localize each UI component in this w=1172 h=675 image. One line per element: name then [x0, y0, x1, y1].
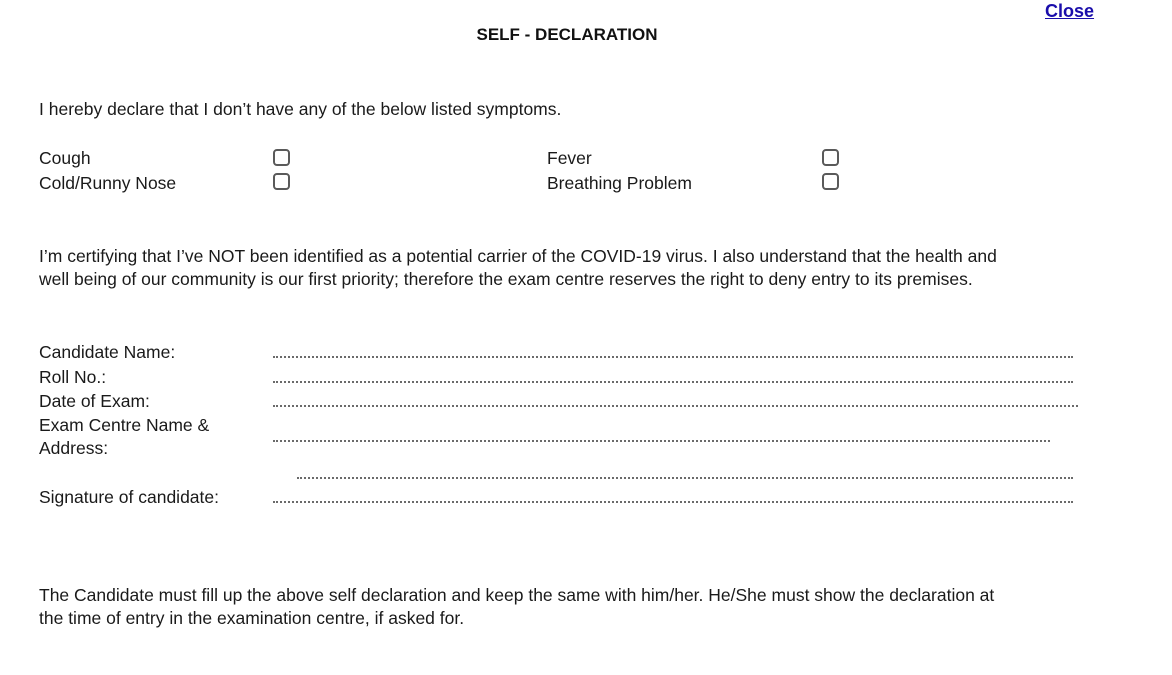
symptom-label-fever: Fever [547, 148, 592, 168]
candidate-name-field[interactable] [273, 356, 1073, 358]
close-link[interactable]: Close [1045, 1, 1095, 21]
signature-field[interactable] [273, 501, 1073, 503]
symptom-label-cold: Cold/Runny Nose [39, 173, 177, 193]
exam-centre-field-line-1[interactable] [273, 440, 1050, 442]
symptom-label-breathing: Breathing Problem [547, 173, 692, 193]
certification-line-1: I’m certifying that I’ve NOT been identified as a potential carrier of the COVID-19 virus. I also understand that the health and [39, 246, 997, 266]
roll-no-label: Roll No.: [39, 367, 107, 387]
symptom-checkbox-breathing[interactable] [822, 173, 839, 190]
signature-label: Signature of candidate: [39, 487, 219, 507]
candidate-name-label: Candidate Name: [39, 342, 176, 362]
date-of-exam-field[interactable] [273, 405, 1078, 407]
certification-paragraph [39, 245, 1119, 291]
footer-paragraph [39, 584, 1119, 630]
footer-line-2: the time of entry in the examination centre, if asked for. [39, 608, 465, 628]
symptom-checkbox-cough[interactable] [273, 149, 290, 166]
certification-line-2: well being of our community is our first priority; therefore the exam centre reserves the right to deny entry to its premises. [39, 269, 973, 289]
roll-no-field[interactable] [273, 381, 1073, 383]
exam-centre-field-line-2[interactable] [297, 477, 1073, 479]
exam-centre-label-line-1: Exam Centre Name & [39, 415, 210, 435]
symptom-checkbox-cold[interactable] [273, 173, 290, 190]
exam-centre-label-line-2: Address: [39, 438, 109, 458]
page-title: SELF - DECLARATION [476, 25, 658, 44]
symptom-checkbox-fever[interactable] [822, 149, 839, 166]
symptom-label-cough: Cough [39, 148, 91, 168]
declaration-intro: I hereby declare that I don’t have any of the below listed symptoms. [39, 99, 562, 119]
footer-line-1: The Candidate must fill up the above self declaration and keep the same with him/her. He/She must show the declaration at [39, 585, 995, 605]
date-of-exam-label: Date of Exam: [39, 391, 150, 411]
